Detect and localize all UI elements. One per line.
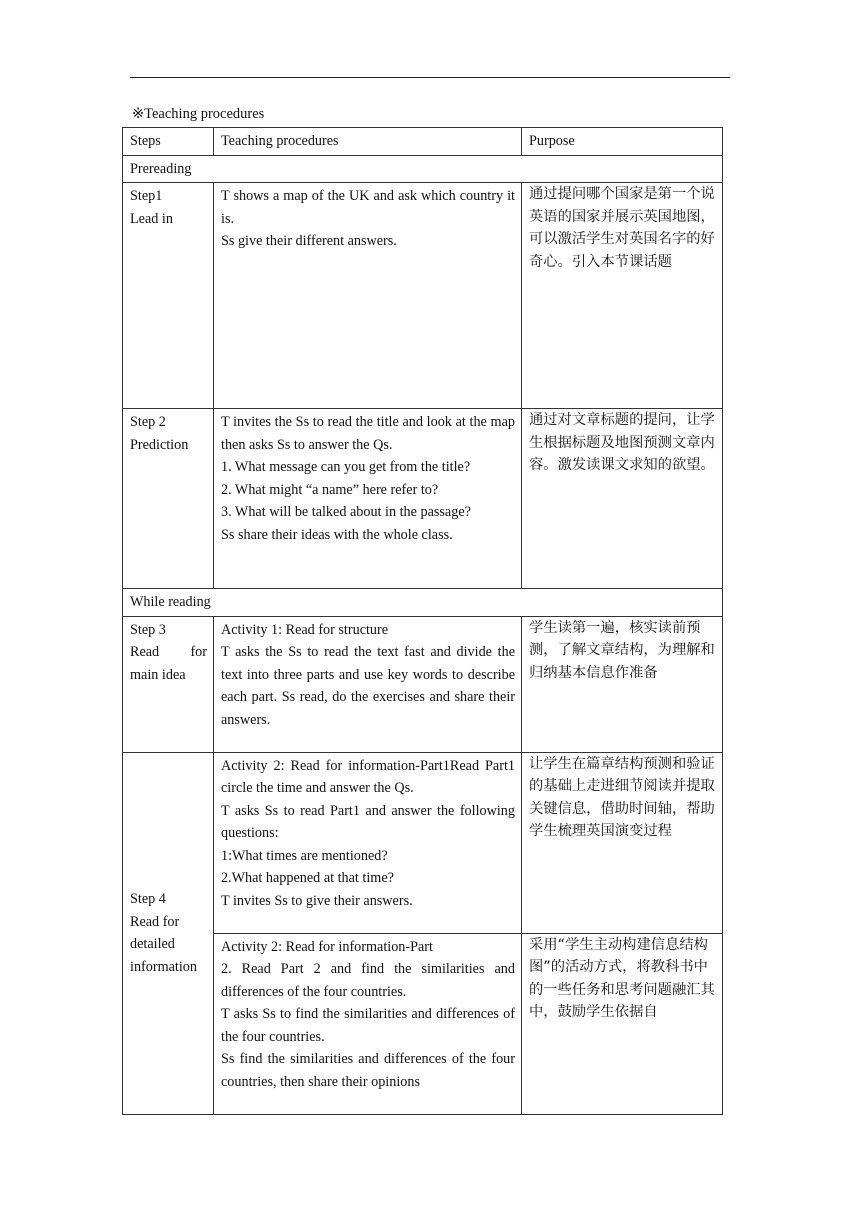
table-row [123,616,723,752]
stage-row-while-reading [123,589,723,617]
purpose-cell: 通过提问哪个国家是第一个说英语的国家并展示英国地图，可以激活学生对英国名字的好奇心。引入本节课话题 [522,183,723,409]
table-row [123,409,723,589]
procedure-cell: T invites the Ss to read the title and look at the map then asks Ss to answer the Qs. 1. What message can you get from the title? 2. What might “a name” here refer to? 3. What will be talked about in the passage? Ss share their ideas with the whole class. [214,409,522,589]
table-row [123,183,723,409]
header-purpose: Purpose [522,128,723,156]
purpose-cell: 让学生在篇章结构预测和验证的基础上走进细节阅读并提取关键信息，借助时间轴，帮助学生梳理英国演变过程 [522,752,723,933]
purpose-cell: 采用“学生主动构建信息结构图”的活动方式，将教科书中的一些任务和思考问题融汇其中，鼓励学生依据自 [522,933,723,1114]
header-steps: Steps [123,128,214,156]
header-rule [130,77,730,78]
step-cell: Step1 Lead in [123,183,214,409]
purpose-cell: 通过对文章标题的提问，让学生根据标题及地图预测文章内容。激发读课文求知的欲望。 [522,409,723,589]
procedure-cell: Activity 2: Read for information-Part1Read Part1 circle the time and answer the Qs. T asks Ss to read Part1 and answer the following questions: 1:What times are mentioned? 2.What happened at that time? T invites Ss to give their answers. [214,752,522,933]
procedure-cell: Activity 1: Read for structure T asks the Ss to read the text fast and divide the text into three parts and use key words to describe each part. Ss read, do the exercises and share their answers. [214,616,522,752]
stage-label: Prereading [123,155,723,183]
section-title: ※Teaching procedures [132,106,265,122]
step-cell: Step 2 Prediction [123,409,214,589]
purpose-cell: 学生读第一遍，核实读前预测，了解文章结构，为理解和归纳基本信息作准备 [522,616,723,752]
table-header-row [123,128,723,156]
procedure-cell: Activity 2: Read for information-Part 2. Read Part 2 and find the similarities and differences of the four countries. T asks Ss to find the similarities and differences of the four countries. Ss find the similarities and differences of the four countries, then share their opinions [214,933,522,1114]
step-cell: Step 3 Read for main idea [123,616,214,752]
stage-label: While reading [123,589,723,617]
procedure-cell: T shows a map of the UK and ask which country it is. Ss give their different answers. [214,183,522,409]
stage-row-prereading [123,155,723,183]
teaching-procedures-table [122,127,723,1115]
step-cell: Step 4 Read for detailed information [123,752,214,1114]
table-row [123,752,723,933]
header-procedures: Teaching procedures [214,128,522,156]
